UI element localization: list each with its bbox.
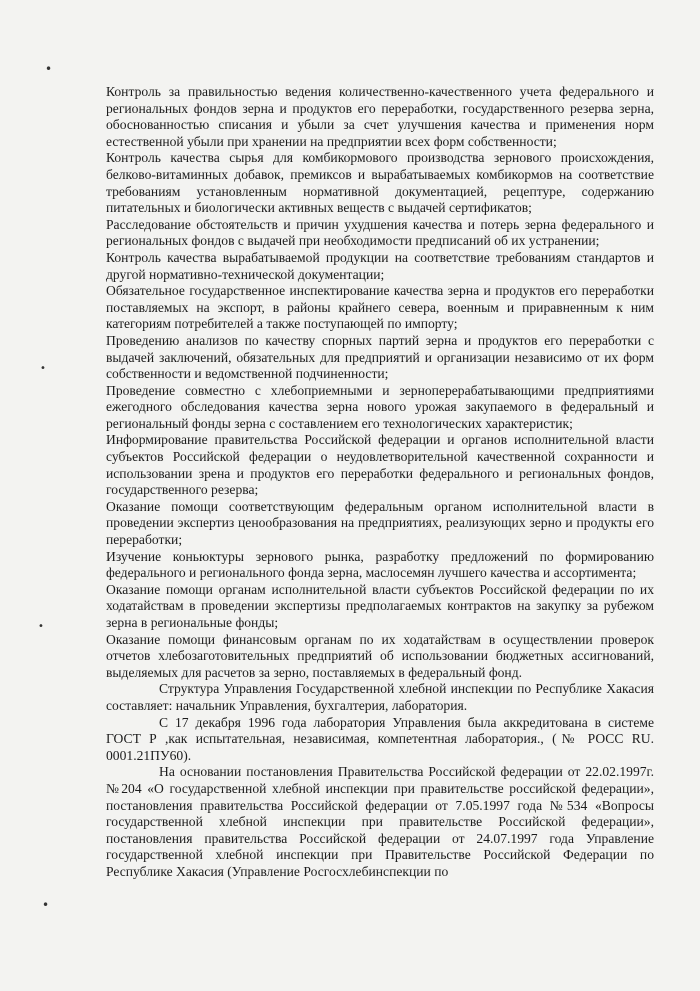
paragraph: Оказание помощи соответствующим федеральным органом исполнительной власти в проведении экспертиз ценообразования на предприятиях, реализующих зерно и продукты его переработки; [106, 498, 654, 548]
paragraph: Контроль качества вырабатываемой продукции на соответствие требованиям стандартов и другой нормативно-технической документации; [106, 249, 654, 282]
paragraph: На основании постановления Правительства Российской федерации от 22.02.1997г. №204 «О государственной хлебной инспекции при правительстве российской федерации», постановления правительства Российской федерации от 7.05.1997 года №534 «Вопросы государственной хлебной инспекции при правительстве Российской федерации», постановления правительства Российской федерации от 24.07.1997 года Управление государственной хлебной инспекции при Правительстве Российской Федерации по Республике Хакасия (Управление Росгосхлебинспекции по [106, 764, 654, 879]
paragraph: Обязательное государственное инспектирование качества зерна и продуктов его переработки поставляемых на экспорт, в районы крайнего севера, военным и приравненным к ним категориям потребителей а также поступающей по импорту; [106, 283, 654, 332]
document-body [106, 84, 654, 881]
paragraph: Структура Управления Государственной хлебной инспекции по Республике Хакасия составляет: начальник Управления, бухгалтерия, лаборатория. [106, 681, 654, 713]
paragraph: Проведение совместно с хлебоприемными и зерноперерабатывающими предприятиями ежегодного обследования качества зерна нового урожая закупаемого в федеральный и региональный фонды зерна с составлением его технологических характеристик; [106, 382, 654, 431]
paragraph: Контроль за правильностью ведения количественно-качественного учета федерального и региональных фондов зерна и продуктов его переработки, государственного резерва зерна, обоснованностью списания и убыли за счет улучшения качества и применения норм естественной убыли при хранении на предприятии всех форм собственности; [106, 84, 654, 149]
paragraph: Информирование правительства Российской федерации и органов исполнительной власти субъектов Российской федерации о неудовлетворительной качественной сохранности и использовании зрена и продуктов его переработки федерального и региональных фондов, государственного резерва; [106, 432, 654, 498]
paragraph: Оказание помощи органам исполнительной власти субъектов Российской федерации по их ходатайствам в проведении экспертизы предполагаемых контрактов на закупку за рубежом зерна в региональные фонды; [106, 581, 654, 630]
punch-hole-mark: • [45, 62, 53, 76]
paragraph: Расследование обстоятельств и причин ухудшения качества и потерь зерна федерального и региональных фондов с выдачей при необходимости предписаний об их устранении; [106, 216, 654, 249]
paragraph: Оказание помощи финансовым органам по их ходатайствам в осуществлении проверок отчетов хлебозаготовительных предприятий об использовании бюджетных ассигнований, выделяемых для расчетов за зерно, поставляемых в федеральный фонд. [106, 631, 654, 680]
paragraph: Проведению анализов по качеству спорных партий зерна и продуктов его переработки с выдачей заключений, обязательных для предприятий и организации независимо от их форм собственности и ведомственной подчиненности; [106, 332, 654, 382]
punch-hole-mark: • [42, 898, 50, 912]
punch-hole-mark: • [38, 621, 44, 632]
paragraph: Контроль качества сырья для комбикормового производства зернового происхождения, белково-витаминных добавок, премиксов и вырабатываемых комбикормов на соответствие требованиям установленным нормативной документацией, рецептуре, содержанию питательных и биологически активных веществ с выдачей сертификатов; [106, 150, 654, 216]
paragraph: Изучение коньюктуры зернового рынка, разработку предложений по формированию федерального и регионального фонда зерна, маслосемян лучшего качества и ассортимента; [106, 548, 654, 581]
paragraph: С 17 декабря 1996 года лаборатория Управления была аккредитована в системе ГОСТ Р ,как испытательная, независимая, компетентная лаборатория., (№ РОСС RU. 0001.21ПУ60). [106, 714, 654, 763]
punch-hole-mark: • [40, 363, 46, 374]
